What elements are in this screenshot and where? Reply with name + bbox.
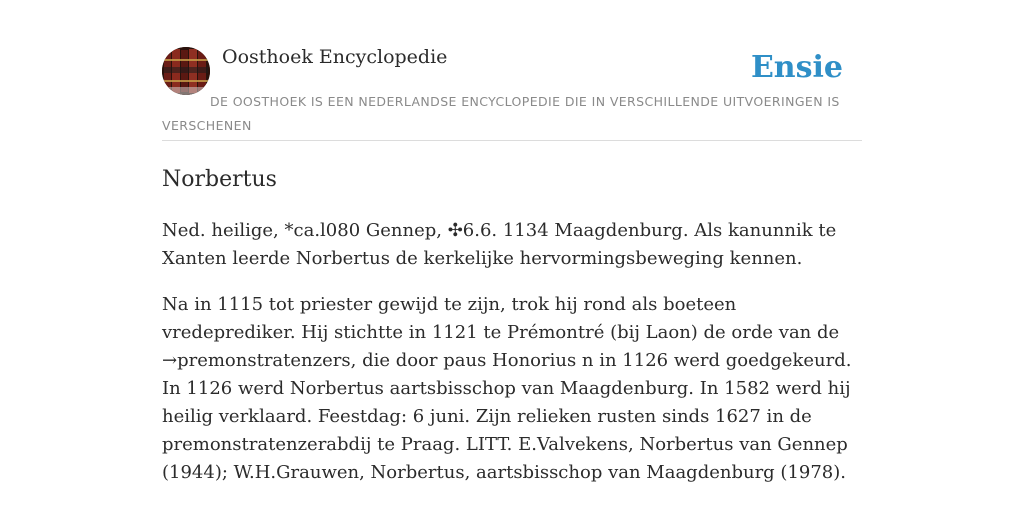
article-card xyxy=(162,44,862,487)
source-tagline: DE OOSTHOEK IS EEN NEDERLANDSE ENCYCLOPEDIE DIE IN VERSCHILLENDE UITVOERINGEN IS VERSCHENEN xyxy=(162,94,840,133)
book-spines-icon[interactable] xyxy=(162,47,210,95)
source-title-link[interactable]: Oosthoek Encyclopedie xyxy=(222,46,448,68)
ensie-logo[interactable]: Ensie xyxy=(750,50,843,85)
article-paragraph: Na in 1115 tot priester gewijd te zijn, trok hij rond als boeteen vredeprediker. Hij stichtte in 1121 te Prémontré (bij Laon) de orde van de →premonstratenzers, die door paus Honorius n in 1126 werd goedgekeurd. In 1126 werd Norbertus aartsbisschop van Maagdenburg. In 1582 werd hij heilig verklaard. Feestdag: 6 juni. Zijn relieken rusten sinds 1627 in de premonstratenzerabdij te Praag. LITT. E.Valvekens, Norbertus van Gennep (1944); W.H.Grauwen, Norbertus, aartsbisschop van Maagdenburg (1978). xyxy=(162,294,852,483)
article-term: Norbertus xyxy=(162,167,277,192)
source-header xyxy=(162,44,862,141)
article-paragraph: Ned. heilige, *ca.l080 Gennep, ✣6.6. 1134 Maagdenburg. Als kanunnik te Xanten leerde Norbertus de kerkelijke hervormingsbeweging kennen. xyxy=(162,220,837,269)
